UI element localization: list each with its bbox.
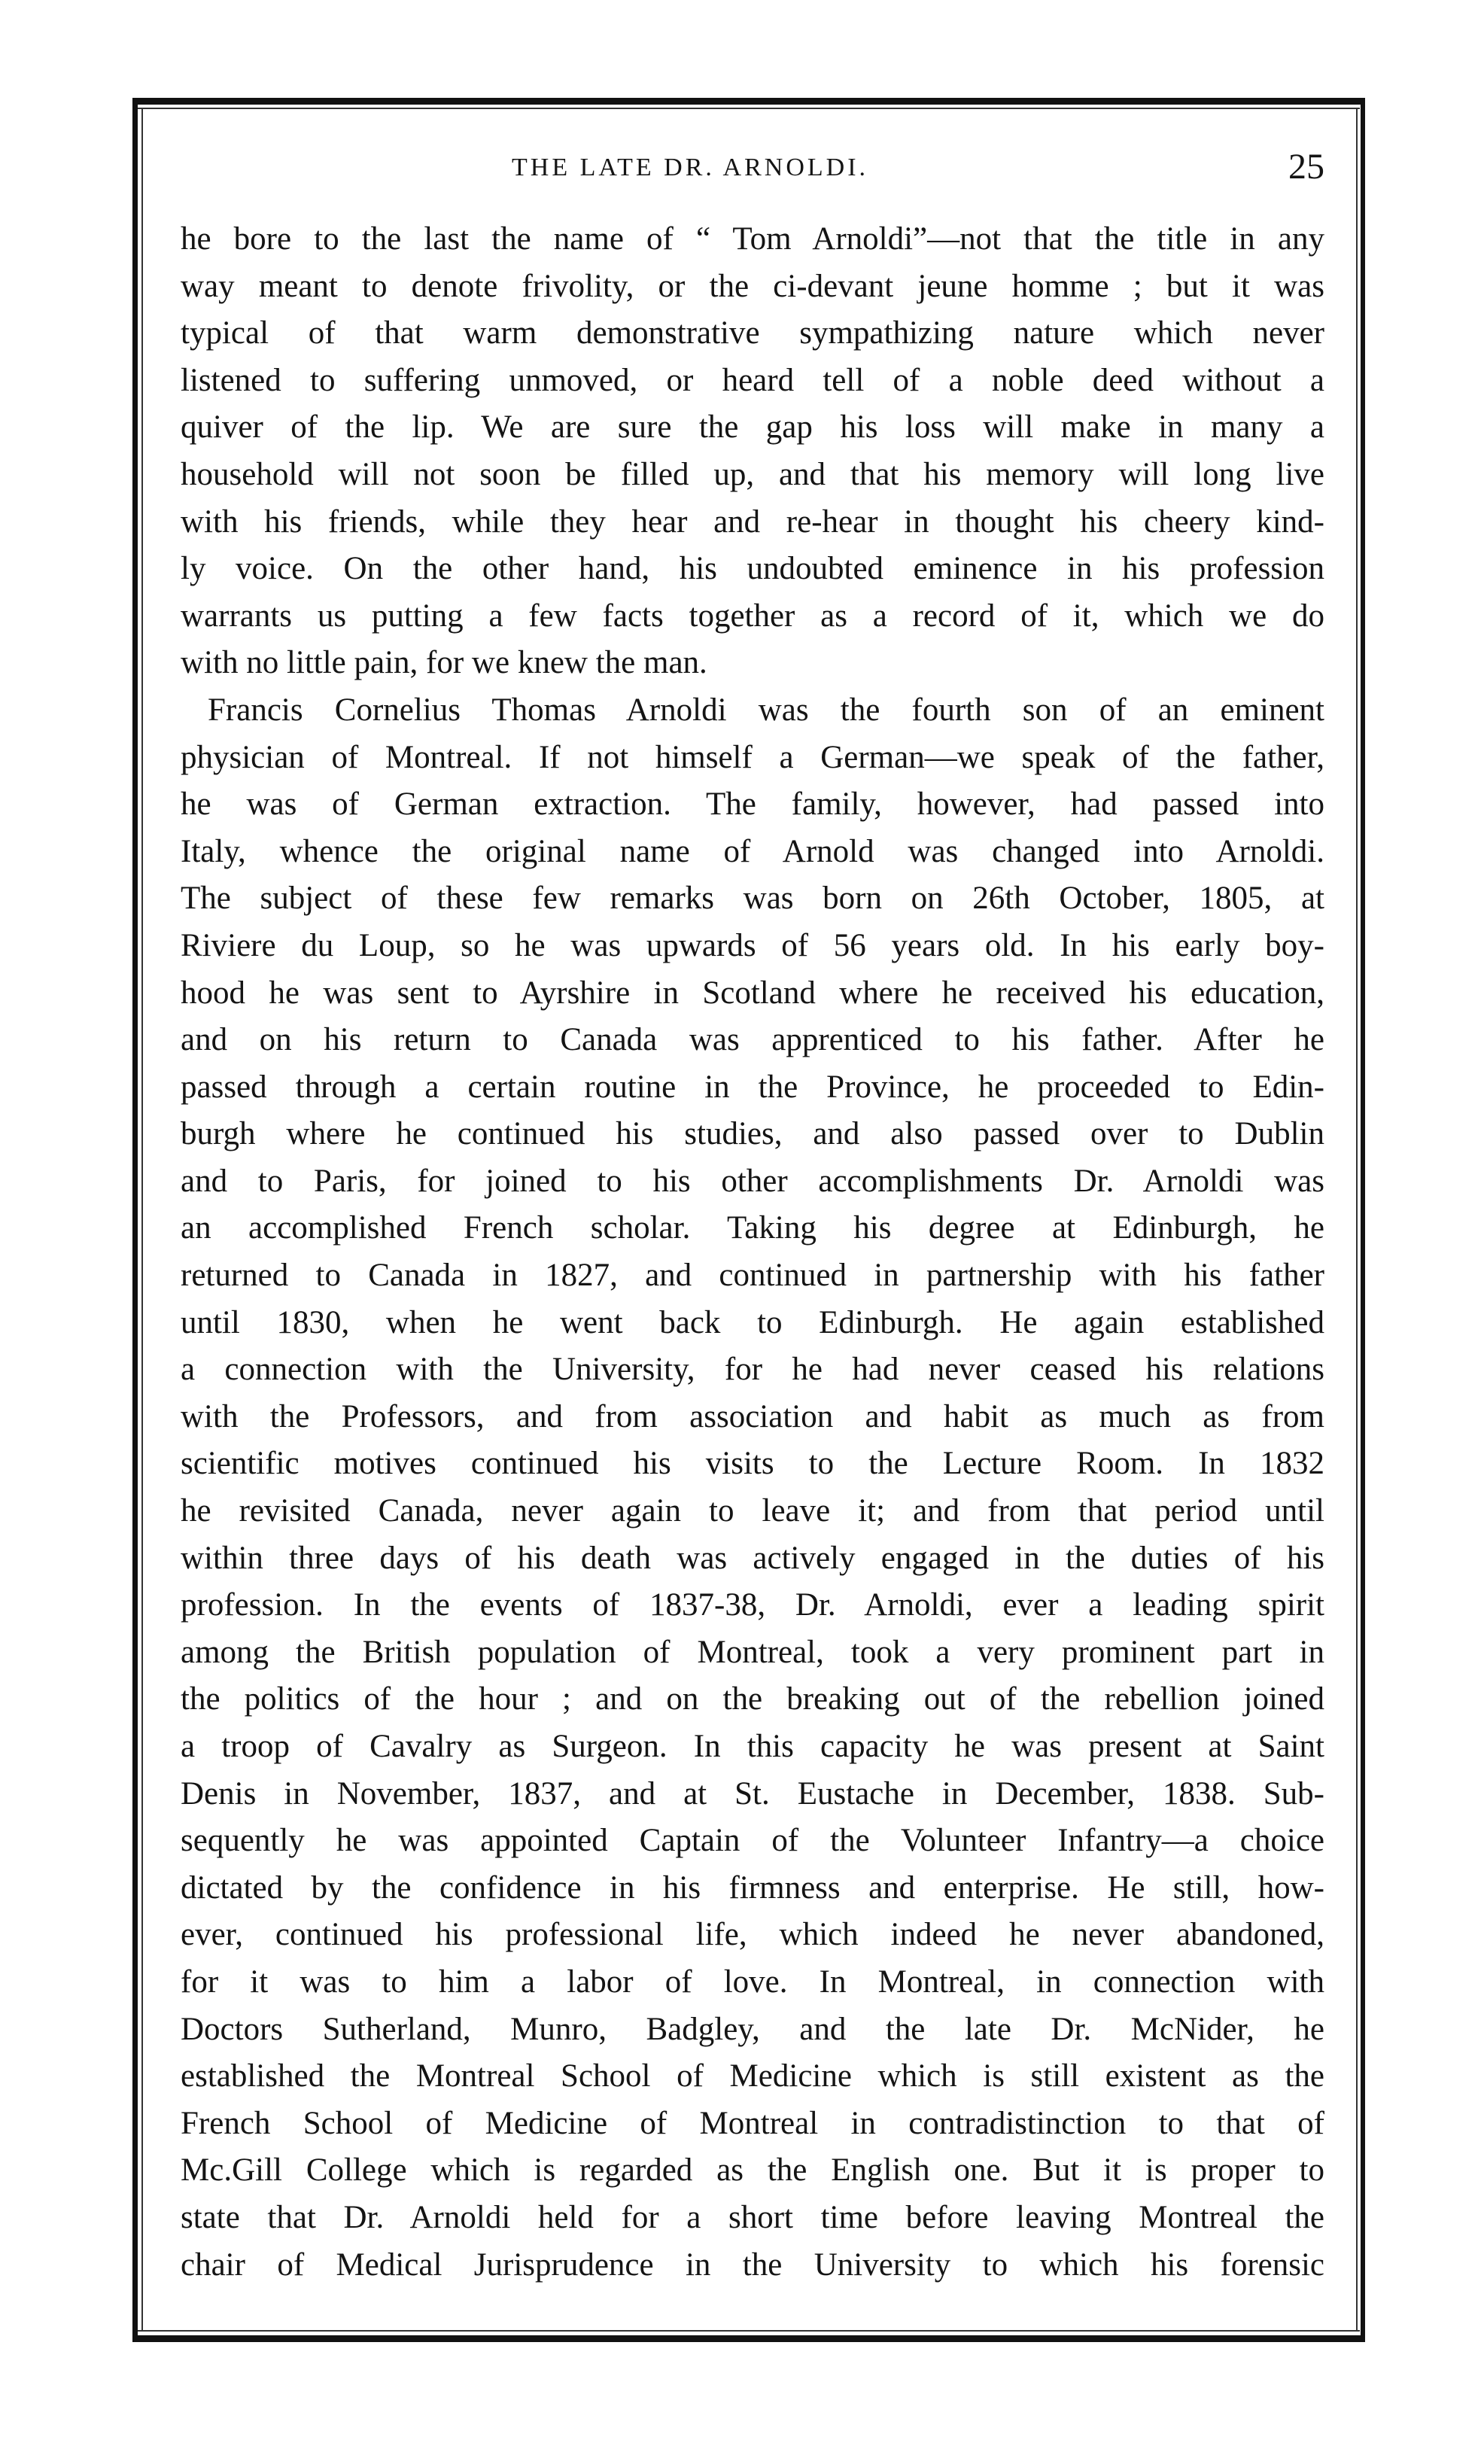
page-header: [181, 147, 1324, 196]
page-border-inner-left: [141, 108, 143, 2332]
text-line: dictated by the confidence in his firmness and enterprise. He still, how-: [181, 1869, 1324, 1906]
text-line: quiver of the lip. We are sure the gap his loss will make in many a: [181, 409, 1324, 446]
text-line: returned to Canada in 1827, and continued in partnership with his father: [181, 1258, 1324, 1294]
text-line: chair of Medical Jurisprudence in the University to which his forensic: [181, 2246, 1324, 2283]
text-line: Doctors Sutherland, Munro, Badgley, and the late Dr. McNider, he: [181, 2011, 1324, 2047]
text-line: hood he was sent to Ayrshire in Scotland where he received his education,: [181, 975, 1324, 1011]
page-border-inner-top: [138, 108, 1360, 109]
paragraph-start-line: Francis Cornelius Thomas Arnoldi was the fourth son of an eminent: [208, 692, 1324, 728]
text-line: among the British population of Montreal, took a very prominent part in: [181, 1634, 1324, 1670]
text-line: The subject of these few remarks was born on 26th October, 1805, at: [181, 881, 1324, 917]
page-border-inner-bottom: [138, 2330, 1360, 2332]
text-line: Riviere du Loup, so he was upwards of 56 years old. In his early boy-: [181, 927, 1324, 963]
paragraph-end-line: with no little pain, for we knew the man.: [181, 645, 707, 681]
running-title: THE LATE DR. ARNOLDI.: [512, 154, 869, 181]
text-line: warrants us putting a few facts together as a record of it, which we do: [181, 598, 1324, 634]
text-line: with the Professors, and from association and habit as much as from: [181, 1398, 1324, 1434]
text-line: burgh where he continued his studies, and also passed over to Dublin: [181, 1116, 1324, 1152]
text-line: Mc.Gill College which is regarded as the English one. But it is proper to: [181, 2152, 1324, 2189]
text-line: ly voice. On the other hand, his undoubted eminence in his profession: [181, 551, 1324, 587]
text-line: French School of Medicine of Montreal in contradistinction to that of: [181, 2105, 1324, 2141]
text-line: an accomplished French scholar. Taking his degree at Edinburgh, he: [181, 1210, 1324, 1246]
article-body: [181, 216, 1324, 2289]
text-line: way meant to denote frivolity, or the ci-devant jeune homme ; but it was: [181, 268, 1324, 304]
text-line: household will not soon be filled up, and that his memory will long live: [181, 456, 1324, 492]
text-line: he bore to the last the name of “ Tom Arnoldi”—not that the title in any: [181, 221, 1324, 257]
text-line: typical of that warm demonstrative sympathizing nature which never: [181, 315, 1324, 351]
text-line: physician of Montreal. If not himself a German—we speak of the father,: [181, 739, 1324, 775]
text-line: established the Montreal School of Medicine which is still existent as the: [181, 2058, 1324, 2094]
text-line: and to Paris, for joined to his other accomplishments Dr. Arnoldi was: [181, 1163, 1324, 1199]
text-line: Denis in November, 1837, and at St. Eustache in December, 1838. Sub-: [181, 1775, 1324, 1811]
text-line: until 1830, when he went back to Edinburgh. He again established: [181, 1304, 1324, 1340]
text-line: state that Dr. Arnoldi held for a short time before leaving Montreal the: [181, 2199, 1324, 2235]
text-line: Italy, whence the original name of Arnold was changed into Arnoldi.: [181, 833, 1324, 869]
page-number: 25: [1288, 147, 1324, 187]
text-line: listened to suffering unmoved, or heard tell of a noble deed without a: [181, 362, 1324, 398]
text-line: profession. In the events of 1837-38, Dr. Arnoldi, ever a leading spirit: [181, 1587, 1324, 1623]
text-line: he revisited Canada, never again to leave it; and from that period until: [181, 1493, 1324, 1529]
text-line: a connection with the University, for he had never ceased his relations: [181, 1352, 1324, 1388]
text-line: with his friends, while they hear and re-hear in thought his cheery kind-: [181, 503, 1324, 540]
text-line: scientific motives continued his visits to the Lecture Room. In 1832: [181, 1446, 1324, 1482]
text-line: the politics of the hour ; and on the breaking out of the rebellion joined: [181, 1681, 1324, 1717]
page-border-inner-right: [1356, 108, 1358, 2332]
text-line: passed through a certain routine in the Province, he proceeded to Edin-: [181, 1069, 1324, 1105]
text-line: a troop of Cavalry as Surgeon. In this capacity he was present at Saint: [181, 1729, 1324, 1764]
text-line: and on his return to Canada was apprenticed to his father. After he: [181, 1022, 1324, 1058]
text-line: within three days of his death was actively engaged in the duties of his: [181, 1540, 1324, 1576]
text-line: sequently he was appointed Captain of the Volunteer Infantry—a choice: [181, 1823, 1324, 1859]
text-line: for it was to him a labor of love. In Montreal, in connection with: [181, 1964, 1324, 2000]
text-line: he was of German extraction. The family, however, had passed into: [181, 786, 1324, 823]
text-line: ever, continued his professional life, which indeed he never abandoned,: [181, 1917, 1324, 1953]
